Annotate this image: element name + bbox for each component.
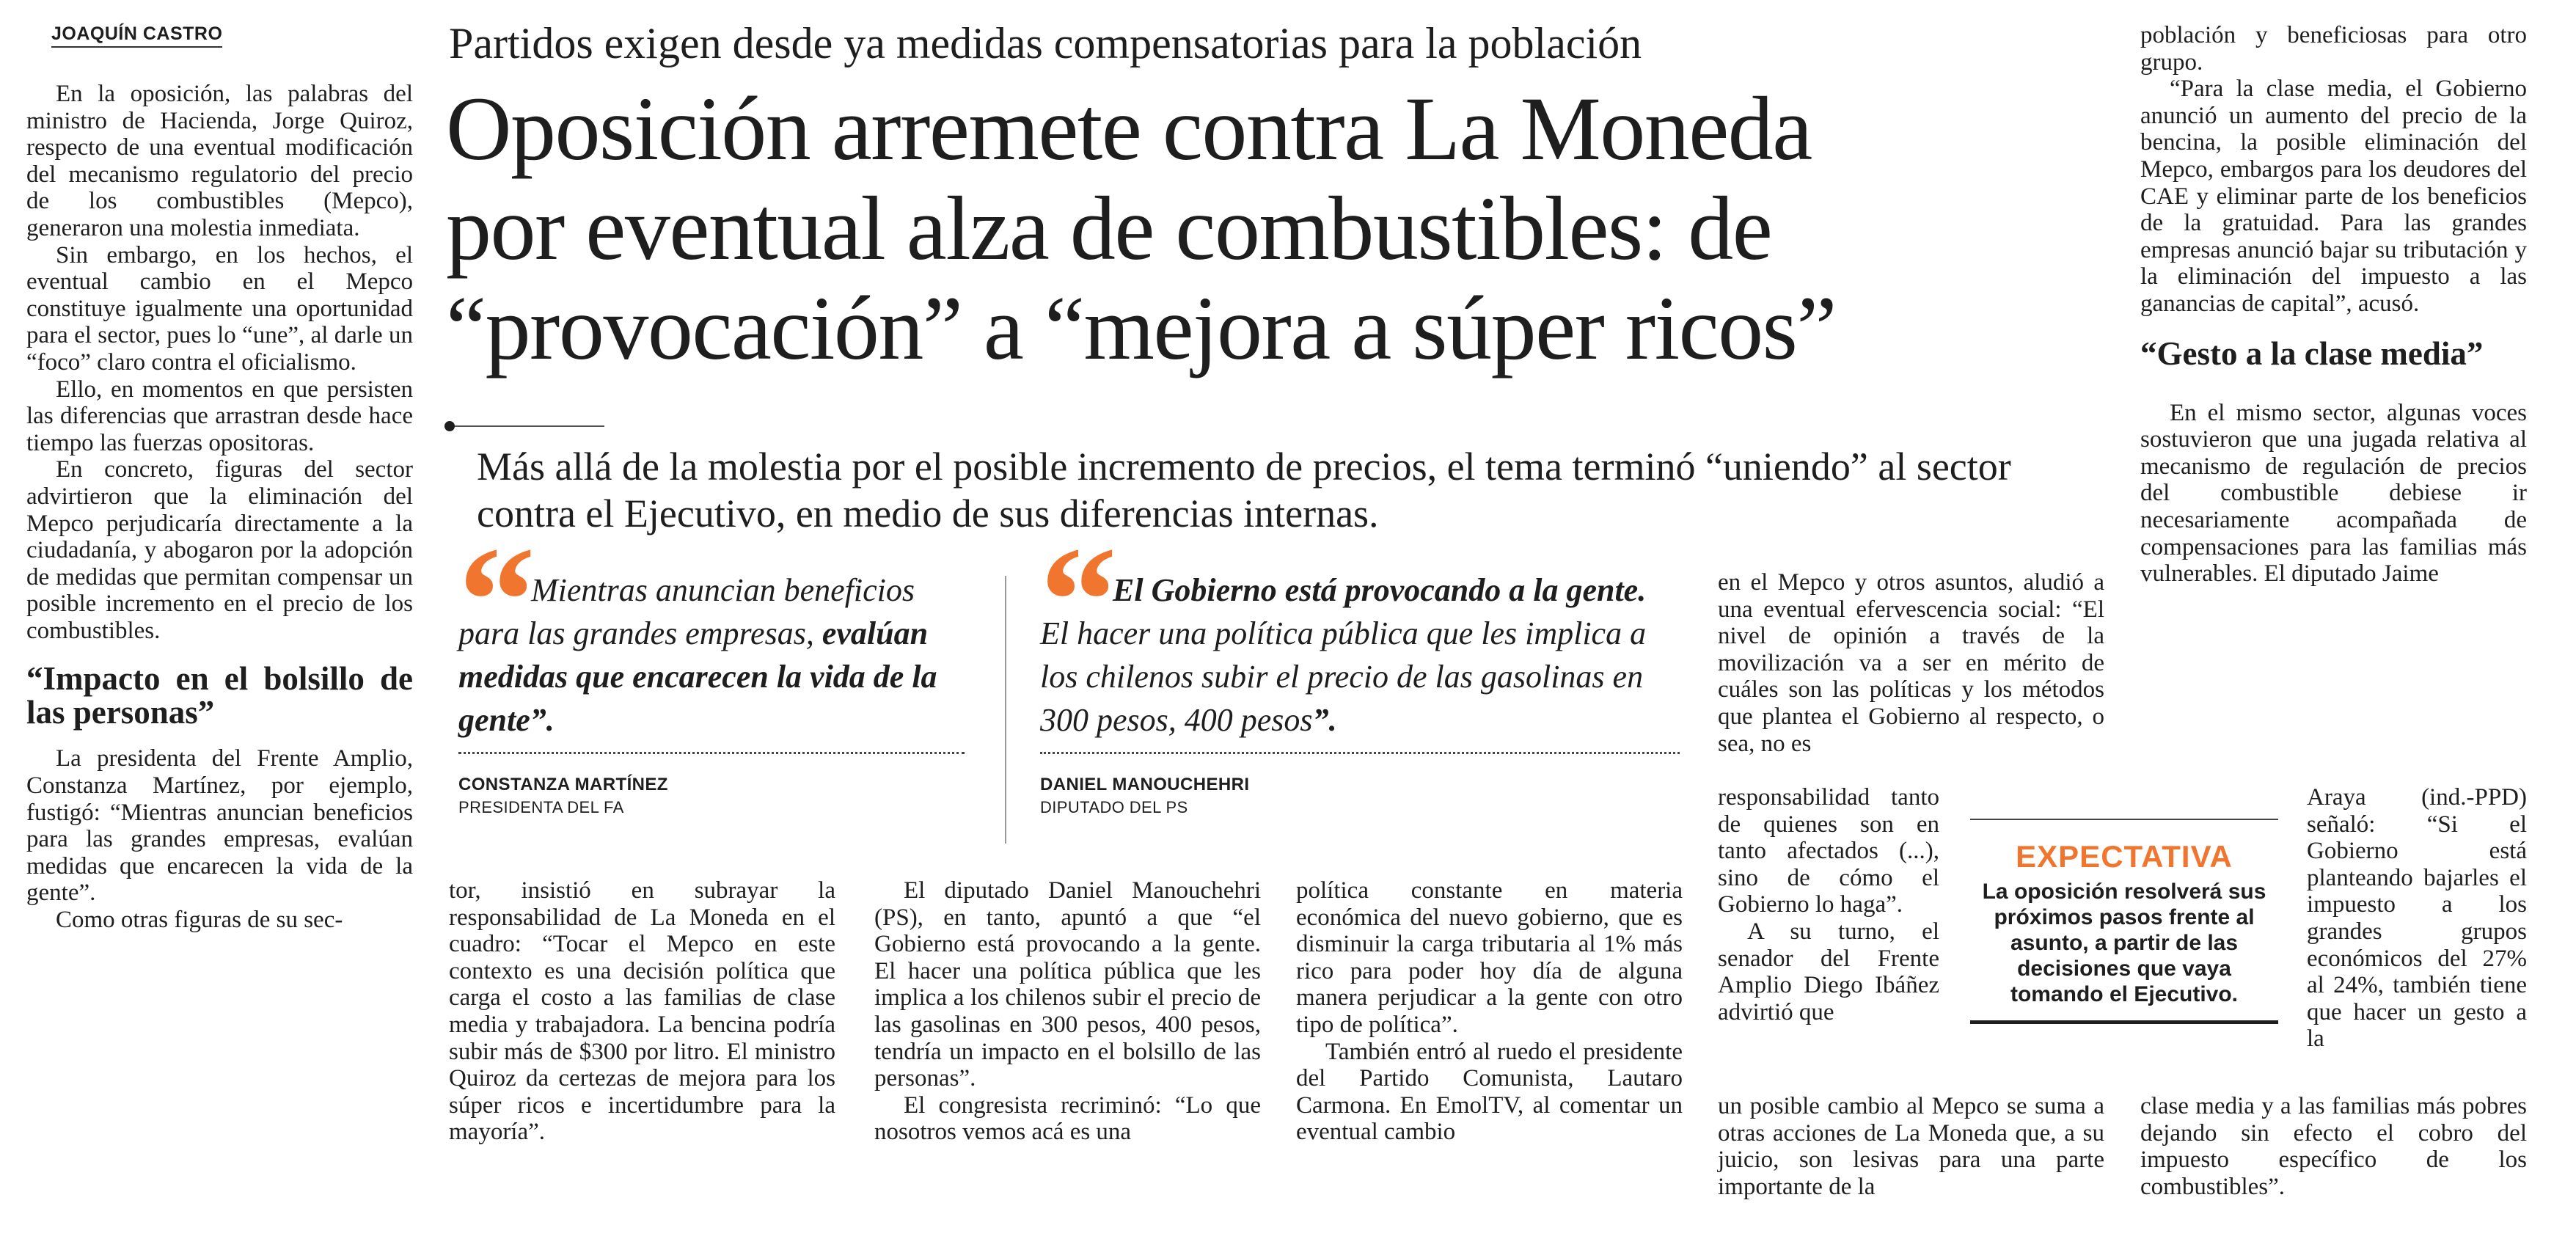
headline-rule-dot — [444, 421, 455, 431]
paragraph: Araya (ind.-PPD) señaló: “Si el Gobierno está planteando bajarles el impuesto a los grandes grupos económicos del 27% al 24%, también tiene que hacer un gesto a la — [2307, 784, 2527, 1053]
quote-role: PRESIDENTA DEL FA — [458, 798, 624, 816]
paragraph: A su turno, el senador del Frente Amplio Diego Ibáñez advirtió que — [1718, 918, 1939, 1025]
quote-part-3: ”. — [1312, 702, 1337, 738]
column-1 — [26, 81, 413, 934]
quote-part-2: evalúan medidas que encarecen la vida de la gente — [458, 615, 937, 738]
subhead-gesto: “Gesto a la clase media” — [2140, 334, 2484, 372]
quote-part-1: El Gobierno está provocando a la gente. — [1113, 572, 1647, 608]
column-6-top — [2140, 22, 2527, 588]
expectativa-box — [1970, 819, 2278, 1024]
column-2 — [449, 877, 835, 1146]
column-5-narrow — [1718, 784, 1939, 1025]
paragraph: En concreto, figuras del sector advirtieron que la eliminación del Mepco perjudicaría directamente a la ciudadanía, y abogaron por la adopción de medidas que permitan compensar un posible incremento en el precio de los combustibles. — [26, 456, 413, 644]
pull-quote-2 — [1040, 516, 1680, 817]
quote-role: DIPUTADO DEL PS — [1040, 798, 1188, 816]
quote-mark-icon: “ — [458, 516, 525, 686]
quote-part-2: El hacer una política pública que les implica a los chilenos subir el precio de las gasolinas en 300 pesos, 400 pesos — [1040, 615, 1647, 738]
paragraph: En el mismo sector, algunas voces sostuvieron que una jugada relativa al mecanismo de regulación de precios del combustible debiese ir necesariamente acompañada de compensaciones para las familias más vulnerables. El diputado Jaime — [2140, 399, 2527, 588]
column-4 — [1296, 877, 1683, 1146]
headline-line-3: “provocación” a “mejora a súper ricos” — [446, 278, 1836, 379]
paragraph: en el Mepco y otros asuntos, aludió a una eventual efervescencia social: “El nivel de opinión a través de la movilización va a ser en mérito de cuáles son las políticas y los métodos que plantea el Gobierno al respecto, o sea, no es — [1718, 569, 2104, 757]
headline — [446, 79, 1836, 379]
column-6-narrow — [2307, 784, 2527, 1053]
author-name: JOAQUÍN CASTRO — [51, 23, 222, 48]
paragraph: El diputado Daniel Manouchehri (PS), en tanto, apuntó a que “el Gobierno está provocando a la gente. El hacer una política pública que les implica a los chilenos subir el precio de las gasolinas en 300 pesos, 400 pesos, tendría un impacto en el bolsillo de las personas”. — [874, 877, 1261, 1092]
quote-name: DANIEL MANOUCHEHRI — [1040, 775, 1250, 794]
paragraph: tor, insistió en subrayar la responsabilidad de La Moneda en el cuadro: “Tocar el Mepco en este contexto es una decisión política que carga el costo a las familias de clase media y trabajadora. La bencina podría subir más de $300 por litro. El ministro Quiroz da certezas de mejora para los súper ricos e incertidumbre para la mayoría”. — [449, 877, 835, 1146]
paragraph: Sin embargo, en los hechos, el eventual cambio en el Mepco constituye igualmente una oportunidad para el sector, pues lo “une”, al darle un “foco” claro contra el oficialismo. — [26, 241, 413, 376]
box-title: EXPECTATIVA — [2016, 839, 2233, 874]
paragraph: política constante en materia económica del nuevo gobierno, que es disminuir la carga tributaria al 1% más rico para poder hoy día de alguna manera perjudicar a la gente con otro tipo de política”. — [1296, 877, 1683, 1038]
column-5-bottom — [1718, 1093, 2104, 1200]
paragraph: Ello, en momentos en que persisten las diferencias que arrastran desde hace tiempo las fuerzas opositoras. — [26, 376, 413, 456]
quote-name: CONSTANZA MARTÍNEZ — [458, 775, 668, 794]
quote-part-3: ”. — [530, 702, 555, 738]
paragraph: “Para la clase media, el Gobierno anunció un aumento del precio de la bencina, la posible eliminación del Mepco, embargos para los deudores del CAE y eliminar parte de los beneficios de la gratuidad. Para las grandes empresas anunció bajar su tributación y la eliminación del impuesto a las ganancias de capital”, acusó. — [2140, 76, 2527, 317]
quote-text — [1040, 516, 1680, 754]
subhead-impacto: “Impacto en el bolsillo de las personas” — [26, 660, 413, 731]
paragraph: población y beneficiosas para otro grupo. — [2140, 22, 2527, 76]
byline — [51, 23, 222, 48]
paragraph: El congresista recriminó: “Lo que nosotros vemos acá es una — [874, 1091, 1261, 1146]
kicker: Partidos exigen desde ya medidas compensatorias para la población — [449, 19, 1642, 67]
box-text: La oposición resolverá sus próximos pasos frente al asunto, a partir de las decisiones que vaya tomando el Ejecutivo. — [1982, 880, 2266, 1006]
headline-line-2: por eventual alza de combustibles: de — [446, 178, 1772, 279]
paragraph: En la oposición, las palabras del ministro de Hacienda, Jorge Quiroz, respecto de una eventual modificación del mecanismo regulatorio del precio de los combustibles (Mepco), generaron una molestia inmediata. — [26, 81, 413, 241]
quote-divider — [1005, 576, 1006, 844]
column-3 — [874, 877, 1261, 1146]
paragraph: También entró al ruedo el presidente del Partido Comunista, Lautaro Carmona. En EmolTV, al comentar un eventual cambio — [1296, 1038, 1683, 1146]
headline-rule — [449, 425, 604, 427]
paragraph: responsabilidad tanto de quienes son en tanto afectados (...), sino de cómo el Gobierno lo haga”. — [1718, 784, 1939, 918]
pull-quote-1 — [458, 516, 965, 817]
paragraph: clase media y a las familias más pobres dejando sin efecto el cobro del impuesto específico de los combustibles”. — [2140, 1093, 2527, 1200]
paragraph: Como otras figuras de su sec- — [56, 907, 343, 934]
paragraph: un posible cambio al Mepco se suma a otras acciones de La Moneda que, a su juicio, son lesivas para una parte importante de la — [1718, 1093, 2104, 1200]
column-5-top — [1718, 569, 2104, 757]
quote-text — [458, 516, 965, 754]
column-6-bottom — [2140, 1093, 2527, 1200]
headline-line-1: Oposición arremete contra La Moneda — [446, 78, 1812, 179]
deck: Más allá de la molestia por el posible incremento de precios, el tema terminó “uniendo” al sector contra el Ejecutivo, en medio de sus diferencias internas. — [477, 445, 2011, 535]
quote-mark-icon: “ — [1040, 516, 1107, 686]
quote-part-1: Mientras anuncian beneficios para las grandes empresas, — [458, 572, 915, 651]
paragraph: La presidenta del Frente Amplio, Constanza Martínez, por ejemplo, fustigó: “Mientras anuncian beneficios para las grandes empresas, evalúan medidas que encarecen la vida de la gente”. — [26, 745, 413, 907]
